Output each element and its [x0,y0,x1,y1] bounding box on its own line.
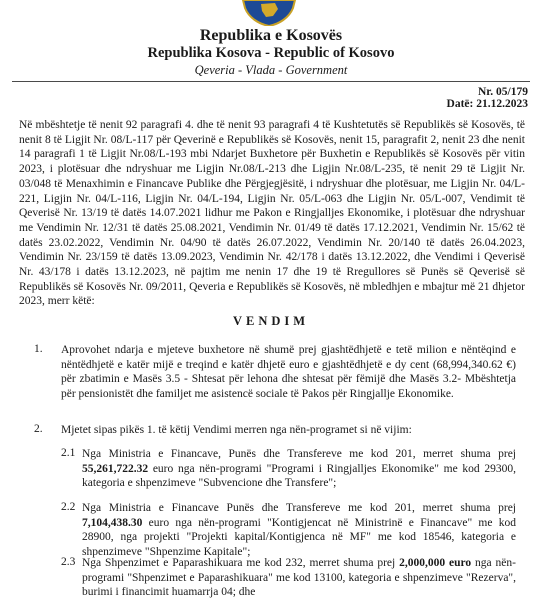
decision-number: Nr. 05/179 [477,86,528,98]
coat-of-arms-icon [237,0,301,26]
header-divider [12,81,530,82]
decision-date: Datë: 21.12.2023 [446,98,528,110]
subitem-amount: 55,261,722.32 [82,462,149,475]
item-text: Aprovohet ndarja e mjeteve buxhetore në shumë prej gjashtëdhjetë e tetë milion e nëntëqind e nëntëdhjetë e katër mijë e treqind e katër dhjetë euro e gjashtëdhjetë e dy cent (68,994,340.62 €) për zbatimin e Masës 3.5 - Shtesat për lehona dhe shtesat për fëmijë dhe Masës 3.2- Mbështetja për pensionistët dhe familjet me asistencë sociale të Pakos për Ringjallje Ekonomike. [61,344,516,401]
subitem-amount: 2,000,000 euro [399,557,472,569]
item-text: Mjetet sipas pikës 1. të këtij Vendimi merren nga nën-programet si në vijim: [61,424,412,436]
subitem-text: Nga Ministria e Financave Punës dhe Transfereve me kod 201, merret shuma prej 7,104,438.30 euro nga nën-programi "Kontigjencat në Ministrinë e Financave" me kod 28900, nga projekti "Projekti kapital/Kontigjenca në MF" me kod 18546, kategoria e shpenzimeve "Shpenzime Kapitale"; [82,502,516,559]
subitem-amount: 7,104,438.30 [82,516,143,529]
header-government: Qeveria - Vlada - Government [194,63,348,77]
section-heading: VENDIM [232,314,310,328]
item-number: 2. [34,423,43,435]
subitem-number: 2.2 [61,501,76,513]
header-title: Republika e Kosovës [199,27,343,44]
subitem-number: 2.1 [61,447,76,459]
header-subtitle: Republika Kosova - Republic of Kosovo [147,45,395,61]
subitem-text: Nga Shpenzimet e Paparashikuara me kod 232, merret shuma prej 2,000,000 euro nga nën-programi "Shpenzimet e Paparashikuara" me kod 13100, kategoria e shpenzimeve "Rezerva", burimi i financimit huamarrja 04; dhe [82,557,516,599]
item-number: 1. [34,343,43,355]
subitem-number: 2.3 [61,556,76,568]
subitem-text: Nga Ministria e Financave, Punës dhe Transfereve me kod 201, merret shuma prej 55,261,722.32 euro nga nën-programi "Programi i Ringjalljes Ekonomike" me kod 29300, kategoria e shpenzimeve "Subvencione dhe Transfere"; [82,448,516,490]
preamble-paragraph: Në mbështetje të nenit 92 paragrafi 4. dhe të nenit 93 paragrafi 4 të Kushtetutës së Republikës së Kosovës, të nenit 8 të Ligjit Nr. 08/L-117 për Qeverinë e Republikës së Kosovës, nenit 15, paragrafit 2, nenit 23 dhe nenit 14 paragrafi 1 të Ligjit Nr.08/L-193 mbi Ndarjet Buxhetore për Buxhetin e Republikës së Kosovës për vitin 2023, i plotësuar dhe ndryshuar me Ligjin Nr.08/L-213 dhe Ligjin Nr.08/L-235, të nenit 29 të Ligjit Nr. 03/048 të Menaxhimin e Financave Publike dhe Përgjegjësitë, i ndryshuar dhe plotësuar, me Ligjin Nr. 04/L-221, Ligjin Nr. 04/L-116, Ligjin Nr. 04/L-194, Ligjin Nr. 05/L-063 dhe Ligjin Nr. 05/L-007, Vendimit të Qeverisë Nr. 13/19 të datës 14.07.2021 lidhur me Pakon e Ringjalljes Ekonomike, i plotësuar dhe ndryshuar me Vendimin Nr. 12/31 të datës 25.08.2021, Vendimin Nr. 01/49 të datës 17.12.2021, Vendimin Nr. 15/62 të datës 23.02.2022, Vendimin Nr. 04/90 të datës 26.07.2022, Vendimin Nr. 20/140 të datës 26.04.2023, Vendimin Nr. 23/159 të datës 13.09.2023, Vendimin Nr. 42/178 i datës 13.12.2022, dhe Vendimi i Qeverisë Nr. 43/178 i datës 13.12.2023, në pajtim me nenin 17 dhe 19 të Rregullores së Punës së Qeverisë së Republikës së Kosovës Nr. 09/2011, Qeveria e Republikës së Kosovës, në mbledhjen e mbajtur më 21 dhjetor 2023, merr këtë: [19,119,525,308]
